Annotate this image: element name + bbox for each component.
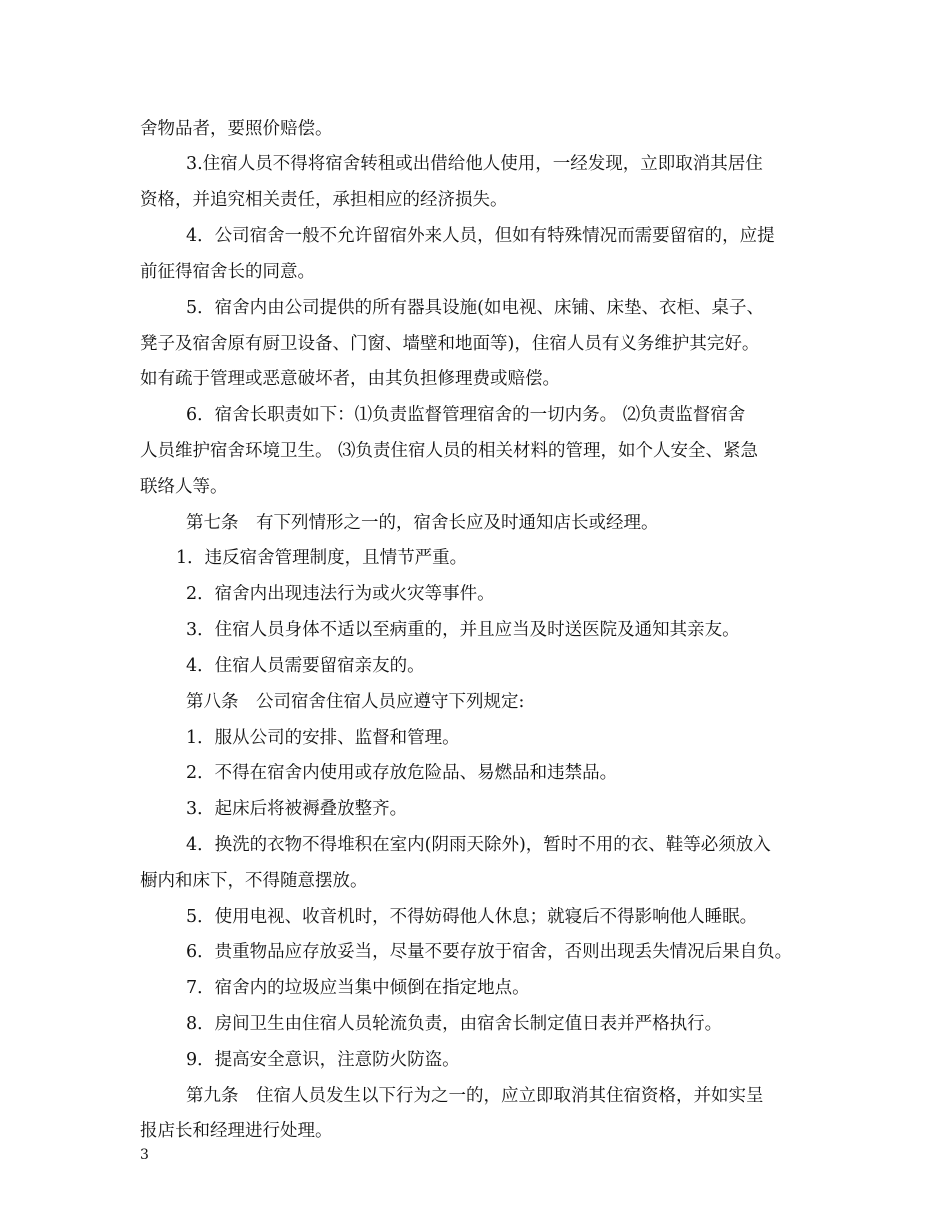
list-item: 2．宿舍内出现违法行为或火灾等事件。 — [186, 584, 495, 604]
list-item: 1．服从公司的安排、监督和管理。 — [186, 728, 460, 748]
section-heading-article-7: 第七条 有下列情形之一的，宿舍长应及时通知店长或经理。 — [186, 513, 659, 533]
list-item: 6．贵重物品应存放妥当，尽量不要存放于宿舍，否则出现丢失情况后果自负。 — [186, 942, 793, 962]
text-line-7: 凳子及宿舍原有厨卫设备、门窗、墙壁和地面等)，住宿人员有义务维护其完好。 — [140, 334, 760, 354]
list-item: 7．宿舍内的垃圾应当集中倾倒在指定地点。 — [186, 978, 530, 998]
list-item: 8．房间卫生由住宿人员轮流负责，由宿舍长制定值日表并严格执行。 — [186, 1014, 723, 1034]
list-item: 3．起床后将被褥叠放整齐。 — [186, 799, 408, 819]
list-item-continuation: 橱内和床下，不得随意摆放。 — [140, 871, 368, 891]
text-line-9: 6．宿舍长职责如下：⑴负责监督管理宿舍的一切内务。 ⑵负责监督宿舍 — [186, 405, 746, 425]
text-line-29: 报店长和经理进行处理。 — [140, 1121, 333, 1141]
list-item: 2．不得在宿舍内使用或存放危险品、易燃品和违禁品。 — [186, 763, 618, 783]
text-line-4: 4．公司宿舍一般不允许留宿外来人员，但如有特殊情况而需要留宿的，应提 — [186, 226, 775, 246]
list-item: 3．住宿人员身体不适以至病重的，并且应当及时送医院及通知其亲友。 — [186, 620, 740, 640]
page-number: 3 — [140, 1147, 149, 1163]
text-line-8: 如有疏于管理或恶意破坏者，由其负担修理费或赔偿。 — [140, 369, 560, 389]
list-item: 4．住宿人员需要留宿亲友的。 — [186, 656, 425, 676]
text-line-6: 5．宿舍内由公司提供的所有器具设施(如电视、床铺、床垫、衣柜、桌子、 — [186, 298, 764, 318]
text-line-2: 3.住宿人员不得将宿舍转租或出借给他人使用，一经发现，立即取消其居住 — [186, 154, 763, 174]
text-line-5: 前征得宿舍长的同意。 — [140, 262, 315, 282]
text-line-1: 舍物品者，要照价赔偿。 — [140, 119, 333, 139]
list-item: 4．换洗的衣物不得堆积在室内(阴雨天除外)，暂时不用的衣、鞋等必须放入 — [186, 835, 771, 855]
section-heading-article-8: 第八条 公司宿舍住宿人员应遵守下列规定: — [186, 692, 525, 712]
list-item: 1．违反宿舍管理制度，且情节严重。 — [176, 548, 468, 568]
list-item: 9．提高安全意识，注意防火防盗。 — [186, 1050, 460, 1070]
text-line-3: 资格，并追究相关责任，承担相应的经济损失。 — [140, 190, 508, 210]
text-line-11: 联络人等。 — [140, 477, 228, 497]
section-heading-article-9: 第九条 住宿人员发生以下行为之一的，应立即取消其住宿资格，并如实呈 — [186, 1086, 764, 1106]
list-item: 5．使用电视、收音机时，不得妨碍他人休息；就寝后不得影响他人睡眠。 — [186, 907, 758, 927]
text-line-10: 人员维护宿舍环境卫生。 ⑶负责住宿人员的相关材料的管理，如个人安全、紧急 — [140, 441, 759, 461]
